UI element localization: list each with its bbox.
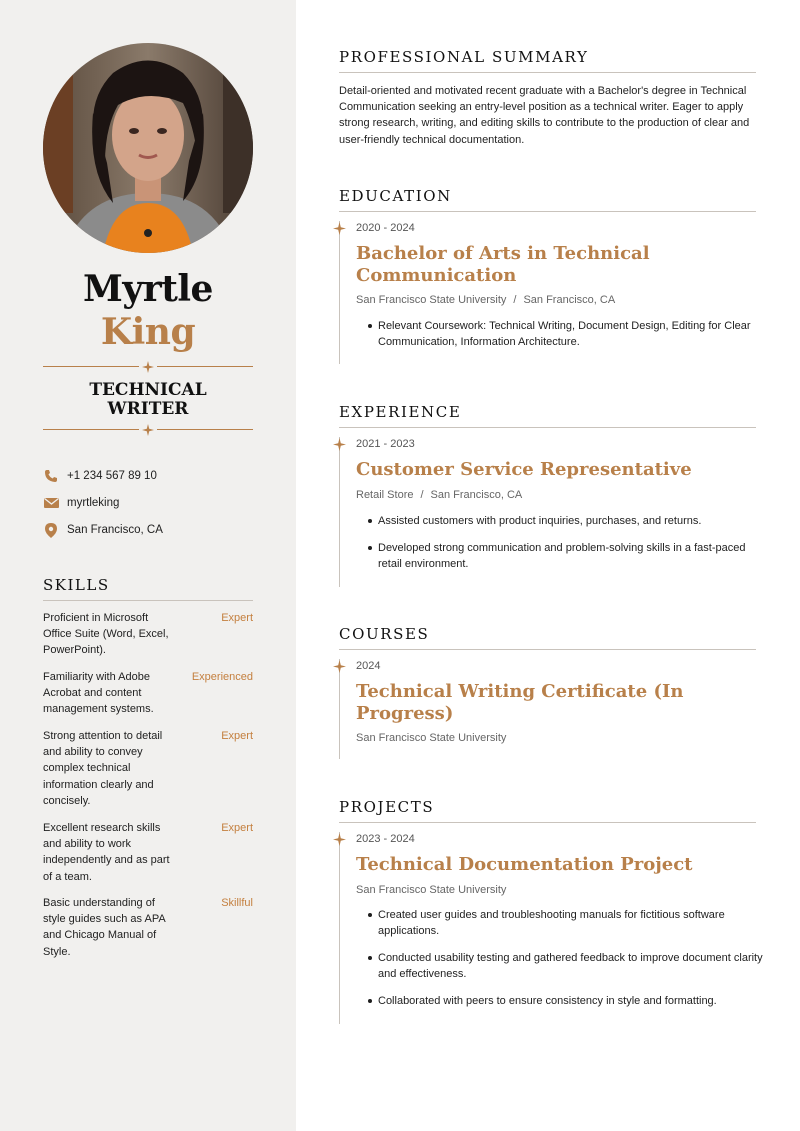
education-bullet: Relevant Coursework: Technical Writing, Document Design, Editing for Clear Communication, Information Architecture. [368,318,768,350]
project-school: San Francisco State University [356,884,507,896]
skill-level: Expert [221,822,253,834]
skills-heading: SKILLS [43,576,253,601]
last-name: King [100,311,196,353]
skill-text: Familiarity with Adobe Acrobat and content management systems. [43,671,154,716]
skill-item [43,895,253,960]
contact-location [43,522,163,538]
sparkle-star-icon [142,361,154,373]
skill-item [43,820,253,885]
contact-email[interactable] [43,495,119,511]
experience-title: Customer Service Representative [356,459,692,480]
sparkle-star-icon [333,222,346,235]
skill-text: Strong attention to detail and ability to convey complex technical information clearly and concisely. [43,730,163,807]
timeline-line [339,437,340,587]
skill-level: Expert [221,730,253,742]
project-bullet: Collaborated with peers to ensure consistency in style and formatting. [368,993,768,1009]
sparkle-star-icon [333,438,346,451]
skill-level: Skillful [221,897,253,909]
summary-text: Detail-oriented and motivated recent graduate with a Bachelor's degree in Technical Communication seeking an entry-level position as a technical writer. Eager to apply strong research, writing, and editing skills to contribute to the production of clear and user-friendly technical documentation. [339,85,750,146]
job-title-line1: TECHNICAL [89,380,207,400]
education-heading: EDUCATION [339,187,756,212]
experience-org: Retail Store / San Francisco, CA [356,489,523,501]
experience-heading: EXPERIENCE [339,403,756,428]
sparkle-star-icon [142,424,154,436]
email-address: myrtleking [67,497,120,509]
sidebar [0,0,296,1131]
experience-bullet: Developed strong communication and problem-solving skills in a fast-paced retail environment. [368,540,768,572]
summary-heading: PROFESSIONAL SUMMARY [339,48,756,73]
divider-ornament [43,361,253,373]
skill-text: Proficient in Microsoft Office Suite (Word, Excel, PowerPoint). [43,612,169,657]
project-bullet: Created user guides and troubleshooting manuals for fictitious software applications. [368,907,768,939]
courses-heading: COURSES [339,625,756,650]
course-title: Technical Writing Certificate (In Progress) [356,681,684,724]
project-title: Technical Documentation Project [356,854,693,875]
timeline-line [339,221,340,364]
projects-heading: PROJECTS [339,798,756,823]
skill-level: Experienced [191,671,253,683]
job-title-line2: WRITER [107,399,189,419]
contact-phone[interactable] [43,468,157,484]
skill-level: Expert [221,612,253,624]
education-org: San Francisco State University / San Francisco, CA [356,294,616,306]
skill-item [43,610,253,659]
phone-icon [43,468,59,484]
experience-location: San Francisco, CA [430,489,523,501]
course-school: San Francisco State University [356,732,507,744]
skill-text: Excellent research skills and ability to work independently and as part of a team. [43,822,170,883]
course-date: 2024 [356,660,381,672]
profile-photo [43,43,253,253]
experience-date: 2021 - 2023 [356,438,415,450]
skill-item [43,669,253,718]
experience-company: Retail Store [356,489,414,501]
first-name: Myrtle [83,268,213,310]
job-title [0,381,296,419]
phone-number: +1 234 567 89 10 [67,470,157,482]
email-icon [43,495,59,511]
experience-bullet: Assisted customers with product inquiries, purchases, and returns. [368,513,768,529]
location-text: San Francisco, CA [67,524,163,536]
education-date: 2020 - 2024 [356,222,415,234]
location-pin-icon [43,522,59,538]
project-date: 2023 - 2024 [356,833,415,845]
education-school: San Francisco State University [356,294,507,306]
skill-text: Basic understanding of style guides such as APA and Chicago Manual of Style. [43,897,166,958]
project-bullet: Conducted usability testing and gathered feedback to improve document clarity and effectiveness. [368,950,768,982]
education-title: Bachelor of Arts in Technical Communication [356,243,650,286]
sparkle-star-icon [333,660,346,673]
timeline-line [339,832,340,1024]
divider-ornament [43,424,253,436]
skill-item [43,728,253,809]
timeline-line [339,659,340,759]
education-location: San Francisco, CA [523,294,616,306]
sparkle-star-icon [333,833,346,846]
